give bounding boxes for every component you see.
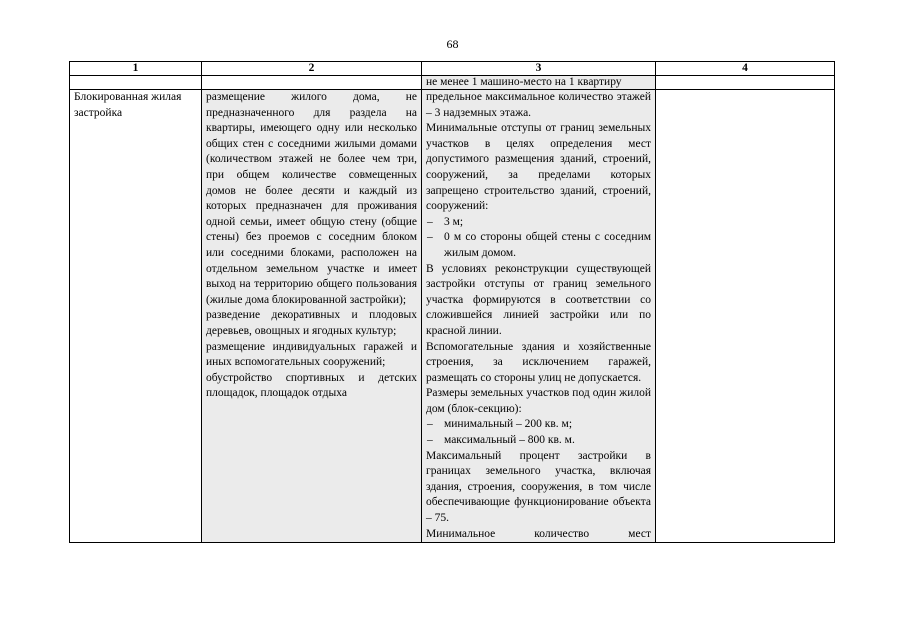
max-coverage-text: Максимальный процент застройки в границах земельного участка, включая здания, строения, сооружения, в том числе обеспечивающие функционирование объекта – 75. <box>426 449 651 525</box>
regulations-table <box>69 61 835 543</box>
notes-cell <box>656 90 835 543</box>
list-item: – 0 м со стороны общей стены с соседним жилым домом. <box>426 230 651 261</box>
max-floors-text: предельное максимальное количество этажей – 3 надземных этажа. <box>426 91 651 119</box>
plot-sizes-list <box>426 417 651 448</box>
table-header-row <box>70 62 835 76</box>
list-item: – 3 м; <box>426 215 651 231</box>
permitted-use-paragraph: обустройство спортивных и детских площадок, площадок отдыха <box>206 371 417 400</box>
auxiliary-buildings-text: Вспомогательные здания и хозяйственные строения, за исключением гаражей, размещать со стороны улиц не допускается. <box>426 340 651 384</box>
header-col-3: 3 <box>422 62 656 76</box>
cont-cell-1 <box>70 76 202 90</box>
cont-cell-3: не менее 1 машино-место на 1 квартиру <box>422 76 656 90</box>
permitted-use-paragraph: разведение декоративных и плодовых деревьев, овощных и ягодных культур; <box>206 309 417 337</box>
min-setbacks-text: Минимальные отступы от границ земельных участков в целях определения мест допустимого размещения зданий, строений, сооружений, за пределами которых запрещено строительство зданий, строений, сооружений: <box>426 122 651 213</box>
permitted-use-description-cell <box>202 90 422 543</box>
setbacks-list <box>426 215 651 262</box>
cont-cell-4 <box>656 76 835 90</box>
list-item: – минимальный – 200 кв. м; <box>426 417 651 433</box>
permitted-use-paragraph: размещение индивидуальных гаражей и иных вспомогательных сооружений; <box>206 340 417 369</box>
header-col-4: 4 <box>656 62 835 76</box>
reconstruction-text: В условиях реконструкции существующей застройки отступы от границ земельного участка формируются в соответствии со сложившейся линией застройки или по красной линии. <box>426 262 651 337</box>
min-parking-text: Минимальное количество мест <box>426 527 651 540</box>
plot-sizes-text: Размеры земельных участков под один жилой дом (блок-секцию): <box>426 387 651 415</box>
land-use-type-cell: Блокированная жилая застройка <box>70 90 202 543</box>
table-row-blocked-housing <box>70 90 835 543</box>
list-item: – максимальный – 800 кв. м. <box>426 433 651 449</box>
table-row-continuation <box>70 76 835 90</box>
header-col-2: 2 <box>202 62 422 76</box>
page-number: 68 <box>446 37 459 51</box>
permitted-use-paragraph: размещение жилого дома, не предназначенного для раздела на квартиры, имеющего одну или несколько общих стен с соседними жилыми домами (количеством этажей не более чем три, при общем количестве совмещенных домов не более десяти и каждый из которых предназначен для проживания одной семьи, имеет общую стену (общие стены) без проемов с соседним блоком или соседними блоками, расположен на отдельном земельном участке и имеет выход на территорию общего пользования (жилые дома блокированной застройки); <box>206 91 417 306</box>
header-col-1: 1 <box>70 62 202 76</box>
parameters-cell <box>422 90 656 543</box>
cont-cell-2 <box>202 76 422 90</box>
